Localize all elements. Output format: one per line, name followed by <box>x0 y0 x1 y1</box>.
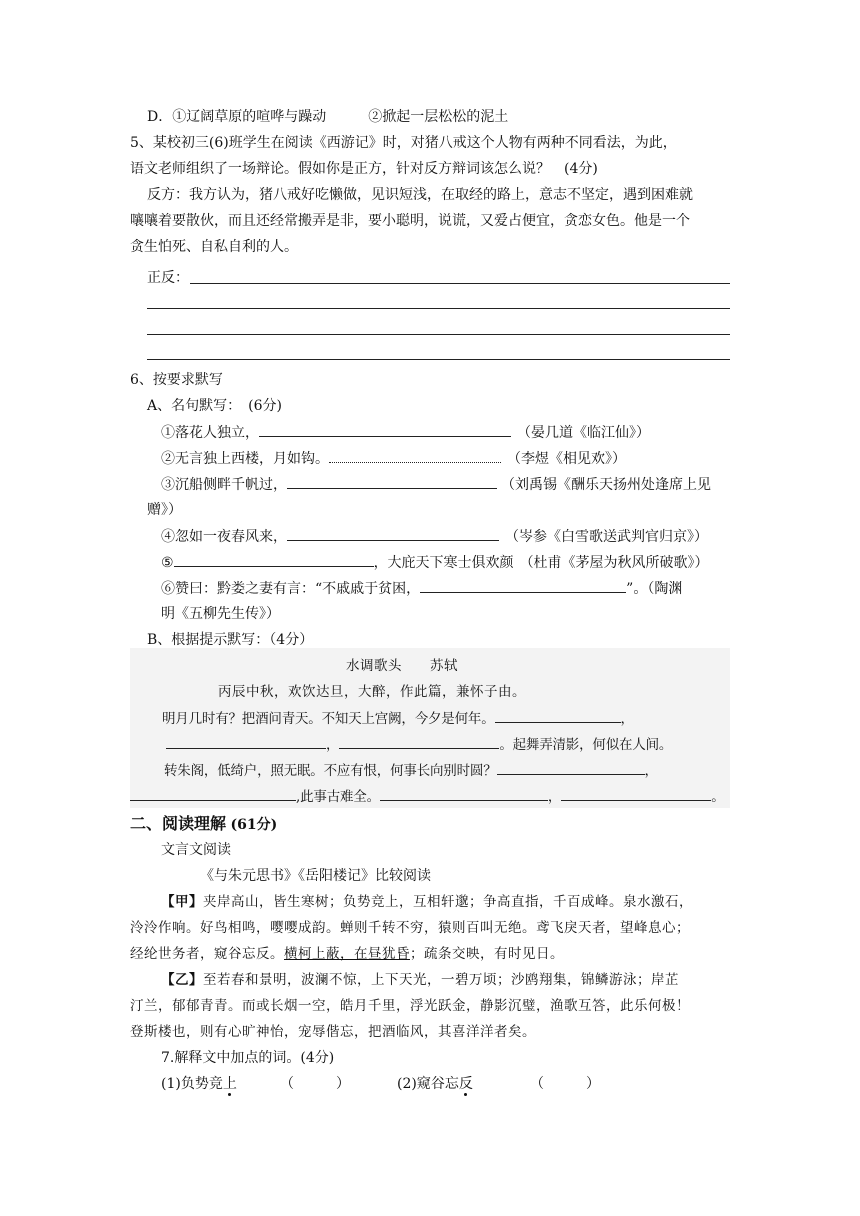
yi-line-1 <box>161 970 679 990</box>
poem-blank-6[interactable] <box>380 786 548 801</box>
q7-item-2-answer[interactable]: （ ） <box>530 1076 600 1092</box>
q7-item-2 <box>397 1074 473 1094</box>
yi-line-2: 汀兰，郁郁青青。而或长烟一空，皓月千里，浮光跃金，静影沉璧，渔歌互答，此乐何极！ <box>130 998 690 1014</box>
poem-line-4 <box>130 786 725 807</box>
q6-item-4 <box>161 526 708 547</box>
q6-item-2 <box>161 448 626 469</box>
yi-line-1-text: 至若春和景明，波澜不惊，上下天光，一碧万顷；沙鸥翔集，锦鳞游泳；岸芷 <box>203 972 679 988</box>
q6-item-3-source-cont: 赠》） <box>147 502 182 518</box>
yi-tag: 【乙】 <box>161 972 203 988</box>
poem-line-3 <box>164 760 658 781</box>
poem-blank-4[interactable] <box>497 760 645 775</box>
q5-con-line-1: 反方：我方认为，猪八戒好吃懒做，见识短浅，在取经的路上，意志不坚定，遇到困难就 <box>147 187 693 203</box>
jia-line-1 <box>161 892 693 912</box>
q6-item-6-prompt: ⑥赞曰：黔娄之妻有言：“不戚戚于贫困， <box>161 581 421 597</box>
q6-item-1-source: （晏几道《临江仙》） <box>517 425 650 441</box>
q7-item-1-answer[interactable]: （ ） <box>280 1076 350 1092</box>
answer-line-1[interactable] <box>190 283 730 284</box>
poem-line-2 <box>166 734 672 755</box>
section-2-subheading: 文言文阅读 <box>161 842 231 858</box>
q6-item-3-blank[interactable] <box>287 474 497 489</box>
q7-item-2-prompt: (2)窥谷忘 <box>397 1076 459 1092</box>
q5-con-line-2: 嚷嚷着要散伙，而且还经常搬弄是非，要小聪明，说谎，又爱占便宜，贪恋女色。他是一个 <box>130 213 690 229</box>
poem-line-1 <box>162 708 634 729</box>
answer-line-4[interactable] <box>147 359 730 360</box>
poem-line-3-text: 转朱阁，低绮户，照无眠。不应有恨，何事长向别时圆？ <box>164 763 497 779</box>
q6-item-5-blank[interactable] <box>174 552 374 567</box>
q6-item-3-prompt: ③沉船侧畔千帆过， <box>161 477 287 493</box>
q7-item-1-dotted-char: 上 <box>222 1076 237 1092</box>
q6-item-2-prompt: ②无言独上西楼，月如钩。 <box>161 451 329 467</box>
q6-item-1 <box>161 422 650 443</box>
q6-item-2-blank[interactable] <box>329 448 501 463</box>
q5-line-1: 5、某校初三(6)班学生在阅读《西游记》时，对猪八戒这个人物有两种不同看法，为此， <box>130 135 677 151</box>
q6-item-6-close: ”。（陶渊 <box>626 581 683 597</box>
q6-title: 6、按要求默写 <box>130 372 223 388</box>
q6-item-4-source: （岑参《白雪歌送武判官归京》） <box>505 529 708 545</box>
jia-line-2: 泠泠作响。好鸟相鸣，嘤嘤成韵。蝉则千转不穷，猿则百叫无绝。鸢飞戾天者，望峰息心； <box>130 920 690 936</box>
q6-item-5 <box>161 552 709 573</box>
q7-item-1 <box>161 1074 237 1094</box>
compare-title: 《与朱元思书》《岳阳楼记》比较阅读 <box>200 868 431 884</box>
yi-line-3: 登斯楼也，则有心旷神怡，宠辱偕忘，把酒临风，其喜洋洋者矣。 <box>130 1024 536 1040</box>
poem-preface: 丙辰中秋，欢饮达旦，大醉，作此篇，兼怀子由。 <box>218 684 526 700</box>
q6-item-6-source-cont: 明《五柳先生传》） <box>161 606 280 622</box>
answer-line-3[interactable] <box>147 334 730 335</box>
section-2-title: 二、阅读理解 <box>130 814 227 833</box>
q7-item-2-dotted-char: 反 <box>458 1076 473 1092</box>
poem-comma-3: ， <box>644 763 658 779</box>
q7-title: 7.解释文中加点的词。(4分) <box>161 1050 335 1066</box>
answer-line-2[interactable] <box>147 308 730 309</box>
section-2-heading <box>130 814 277 835</box>
jia-line-1-text: 夹岸高山，皆生寒树；负势竞上，互相轩邈；争高直指，千百成峰。泉水激石， <box>203 894 693 910</box>
poem-comma-2: ， <box>326 737 340 753</box>
jia-line-3 <box>130 944 564 964</box>
q6-item-4-blank[interactable] <box>287 526 499 541</box>
jia-line-3-a: 经纶世务者，窥谷忘反。 <box>130 946 284 962</box>
q6-item-1-prompt: ①落花人独立， <box>161 425 259 441</box>
q6-item-4-prompt: ④忽如一夜春风来， <box>161 529 287 545</box>
q5-pro-label: 正反： <box>147 270 189 286</box>
poem-line-4-text: ,此事古难全。 <box>296 789 380 805</box>
q5-con-line-3: 贪生怕死、自私自利的人。 <box>130 239 298 255</box>
q6-item-5-prompt: ⑤ <box>161 555 174 571</box>
jia-tag: 【甲】 <box>161 894 203 910</box>
q6-item-5-source: （杜甫《茅屋为秋风所破歌》） <box>519 555 709 571</box>
q6-part-a: A、名句默写： (6分) <box>147 398 282 414</box>
jia-line-3-b: ；疏条交映，有时见日。 <box>410 946 564 962</box>
q6-item-6 <box>161 578 682 599</box>
poem-title: 水调歌头 苏轼 <box>346 658 458 674</box>
poem-blank-7[interactable] <box>561 786 711 801</box>
poem-line-1-text: 明月几时有？把酒问青天。不知天上宫阙，今夕是何年。 <box>162 711 495 727</box>
q6-item-1-blank[interactable] <box>259 422 511 437</box>
poem-blank-3[interactable] <box>339 734 499 749</box>
poem-blank-5[interactable] <box>130 786 296 801</box>
poem-comma-1: ， <box>620 711 634 727</box>
q6-item-3-source: （刘禹锡《酬乐天扬州处逢席上见 <box>501 477 711 493</box>
poem-blank-2[interactable] <box>166 734 326 749</box>
q6-item-6-blank[interactable] <box>420 578 626 593</box>
poem-line-2-text: 。起舞弄清影，何似在人间。 <box>499 737 673 753</box>
q6-item-5-text: ，大庇天下寒士俱欢颜 <box>373 555 514 571</box>
q5-line-2: 语文老师组织了一场辩论。假如你是正方，针对反方辩词该怎么说？ (4分) <box>130 161 598 177</box>
q6-item-2-source: （李煜《相见欢》） <box>507 451 626 467</box>
q4-option-d: D．①辽阔草原的喧哗与躁动 ②掀起一层松松的泥土 <box>147 109 509 125</box>
section-2-score: (61分) <box>230 817 278 833</box>
poem-period: 。 <box>711 789 725 805</box>
q6-part-b: B、根据提示默写：（4分） <box>147 632 314 648</box>
poem-comma-4: ， <box>547 789 562 805</box>
poem-blank-1[interactable] <box>495 708 621 723</box>
q7-item-1-prompt: (1)负势竞 <box>161 1076 223 1092</box>
jia-underlined-phrase: 横柯上蔽，在昼犹昏 <box>284 946 410 962</box>
q6-item-3 <box>161 474 711 495</box>
